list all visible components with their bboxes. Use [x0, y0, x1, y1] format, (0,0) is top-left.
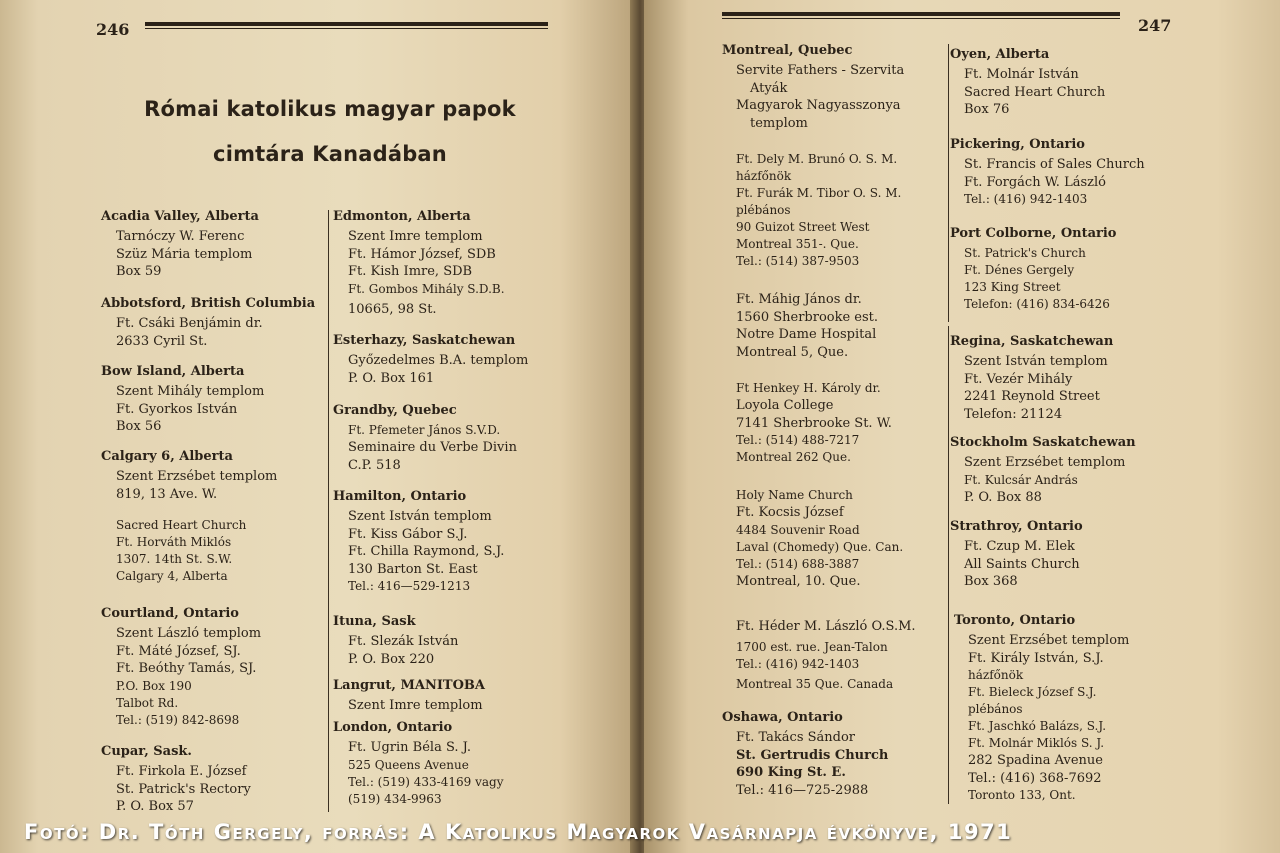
entry-line: Ft Henkey H. Károly dr. — [736, 381, 881, 395]
entry-line: Ft. Czup M. Elek — [964, 539, 1075, 554]
entry-line: Tel.: (514) 488-7217 — [736, 433, 860, 447]
entry-line: Sacred Heart Church — [964, 84, 1106, 100]
entry-line: Ft. Molnár Miklós S. J. — [968, 736, 1105, 750]
entry-line: Box 56 — [116, 419, 162, 434]
entry-line: Szent Imre templom — [348, 229, 483, 244]
city-heading: Acadia Valley, Alberta — [101, 209, 259, 224]
left-page — [0, 0, 636, 853]
entry-line: 90 Guizot Street West — [736, 220, 870, 234]
entry-line: P.O. Box 190 — [116, 678, 192, 693]
entry-line: 10665, 98 St. — [348, 301, 437, 317]
entry-line: házfőnök — [968, 668, 1024, 682]
directory-entry — [722, 618, 952, 693]
entry-line: C.P. 518 — [348, 457, 401, 473]
entry-line: Ft. Vezér Mihály — [964, 371, 1073, 387]
page-title-line2: cimtára Kanadában — [213, 142, 447, 166]
directory-entry — [333, 209, 563, 318]
entry-line: Ft. Forgách W. László — [964, 174, 1106, 190]
entry-line: 2633 Cyril St. — [116, 333, 208, 349]
entry-line: 4484 Souvenir Road — [736, 522, 860, 537]
entry-line: Ft. Slezák István — [348, 634, 459, 649]
directory-entry — [722, 380, 952, 466]
entry-line: Szent Imre templom — [348, 698, 483, 713]
entry-line: Szent Erzsébet templom — [116, 469, 278, 484]
entry-line: Ft. Héder M. László O.S.M. — [736, 619, 916, 634]
entry-line: Laval (Chomedy) Que. Can. — [736, 539, 904, 554]
entry-line: Montreal 5, Que. — [736, 344, 849, 360]
city-heading: Grandby, Quebec — [333, 403, 457, 418]
entry-line: St. Gertrudis Church — [736, 747, 889, 763]
entry-line: Ft. Takács Sándor — [736, 730, 856, 745]
entry-line: Ft. Molnár István — [964, 67, 1079, 82]
entry-line: 1700 est. rue. Jean-Talon — [736, 639, 888, 654]
city-heading: London, Ontario — [333, 720, 453, 735]
right-page — [644, 0, 1280, 853]
entry-line: Szent István templom — [348, 509, 492, 524]
entry-line: Sacred Heart Church — [116, 518, 247, 532]
page-number-right: 247 — [1138, 16, 1172, 35]
directory-entry — [722, 43, 952, 132]
entry-line: Montreal 35 Que. Canada — [736, 676, 894, 691]
city-heading: Oyen, Alberta — [950, 47, 1050, 62]
entry-line: Ft. Máté József, SJ. — [116, 643, 241, 659]
entry-line: 130 Barton St. East — [348, 561, 478, 577]
entry-line: 1560 Sherbrooke est. — [736, 309, 879, 325]
entry-line: Box 59 — [116, 264, 162, 279]
directory-entry — [333, 403, 563, 474]
entry-line: Montreal, 10. Que. — [736, 573, 861, 589]
entry-line: templom — [750, 115, 808, 131]
entry-line: Tel.: (519) 842-8698 — [116, 712, 240, 727]
directory-entry — [333, 678, 563, 715]
entry-line: Loyola College — [736, 398, 834, 413]
entry-line: Telefon: 21124 — [964, 406, 1063, 422]
entry-line: Ft. Ugrin Béla S. J. — [348, 740, 471, 755]
entry-line: Holy Name Church — [736, 488, 853, 502]
entry-line: Ft. Gombos Mihály S.D.B. — [348, 281, 505, 296]
photo-credit-caption: Fotó: Dr. Tóth Gergely, forrás: A Katolikus Magyarok Vasárnapja évkönyve, 1971 — [24, 820, 1013, 844]
entry-line: All Saints Church — [964, 556, 1080, 572]
entry-line: Servite Fathers - Szervita — [736, 63, 905, 78]
entry-line: Tel.: 416—725-2988 — [736, 782, 869, 798]
directory-entry — [722, 291, 952, 361]
entry-line: Ft. Bieleck József S.J. — [968, 685, 1097, 699]
city-heading: Langrut, MANITOBA — [333, 678, 485, 693]
entry-line: Ft. Dely M. Brunó O. S. M. — [736, 152, 898, 166]
city-heading: Bow Island, Alberta — [101, 364, 245, 379]
city-heading: Strathroy, Ontario — [950, 519, 1083, 534]
directory-entry — [101, 606, 331, 729]
entry-line: St. Patrick's Rectory — [116, 781, 251, 797]
city-heading: Cupar, Sask. — [101, 744, 192, 759]
entry-line: Box 76 — [964, 102, 1010, 117]
entry-line: Tarnóczy W. Ferenc — [116, 229, 245, 244]
header-rule-right — [722, 12, 1120, 19]
directory-entry — [101, 449, 331, 585]
entry-line: Calgary 4, Alberta — [116, 569, 228, 583]
city-heading: Stockholm Saskatchewan — [950, 435, 1136, 450]
entry-line: Montreal 351-. Que. — [736, 237, 859, 251]
directory-entry — [950, 137, 1180, 208]
directory-entry — [722, 151, 952, 270]
entry-line: Ft. Csáki Benjámin dr. — [116, 316, 263, 331]
directory-entry — [333, 333, 563, 387]
entry-line: St. Francis of Sales Church — [964, 157, 1145, 172]
entry-line: Ft. Máhig János dr. — [736, 292, 862, 307]
city-heading: Port Colborne, Ontario — [950, 226, 1117, 241]
directory-entry — [722, 487, 952, 590]
directory-entry — [950, 435, 1180, 506]
entry-line: P. O. Box 57 — [116, 799, 194, 814]
city-heading: Abbotsford, British Columbia — [101, 296, 316, 311]
city-heading: Montreal, Quebec — [722, 43, 853, 58]
entry-line: Ft. Furák M. Tibor O. S. M. — [736, 186, 902, 200]
directory-entry — [333, 614, 563, 668]
entry-line: P. O. Box 220 — [348, 651, 435, 667]
entry-line: Ft. Chilla Raymond, S.J. — [348, 544, 505, 559]
entry-line: Ft. Kish Imre, SDB — [348, 264, 473, 279]
entry-line: 282 Spadina Avenue — [968, 753, 1103, 768]
entry-line: (519) 434-9963 — [348, 791, 442, 806]
directory-entry — [101, 296, 331, 350]
directory-entry — [333, 720, 563, 808]
page-number-left: 246 — [96, 20, 130, 39]
directory-entry — [950, 226, 1180, 313]
city-heading: Edmonton, Alberta — [333, 209, 471, 224]
entry-line: Szent Erzsébet templom — [968, 633, 1130, 648]
entry-line: Szent Erzsébet templom — [964, 455, 1126, 470]
city-heading: Hamilton, Ontario — [333, 489, 467, 504]
entry-line: 819, 13 Ave. W. — [116, 486, 218, 502]
entry-line: Ft. Gyorkos István — [116, 401, 238, 417]
entry-line: Tel.: (416) 942-1403 — [964, 192, 1088, 206]
entry-line: Tel.: (514) 688-3887 — [736, 556, 860, 571]
city-heading: Calgary 6, Alberta — [101, 449, 233, 464]
entry-line: 123 King Street — [964, 280, 1061, 294]
entry-line: 2241 Reynold Street — [964, 389, 1100, 404]
entry-line: Szüz Mária templom — [116, 246, 253, 262]
entry-line: 7141 Sherbrooke St. W. — [736, 415, 892, 431]
entry-line: Ft. Beóthy Tamás, SJ. — [116, 661, 257, 676]
directory-entry — [950, 519, 1180, 591]
entry-line: plébános — [968, 702, 1023, 716]
entry-line: St. Patrick's Church — [964, 246, 1086, 260]
directory-entry — [101, 364, 331, 436]
entry-line: Atyák — [750, 80, 788, 96]
entry-line: Ft. Király István, S.J. — [968, 650, 1104, 666]
entry-line: Tel.: (519) 433-4169 vagy — [348, 774, 504, 789]
entry-line: Ft. Kiss Gábor S.J. — [348, 526, 468, 542]
entry-line: Tel.: (416) 368-7692 — [968, 770, 1102, 786]
entry-line: Szent Mihály templom — [116, 384, 265, 399]
entry-line: P. O. Box 161 — [348, 370, 435, 386]
entry-line: Győzedelmes B.A. templom — [348, 353, 529, 368]
directory-entry — [101, 744, 331, 816]
entry-line: Montreal 262 Que. — [736, 450, 851, 464]
entry-line: Ft. Firkola E. József — [116, 764, 247, 779]
entry-line: házfőnök — [736, 169, 792, 183]
directory-entry — [333, 489, 563, 595]
header-rule-left — [145, 22, 548, 29]
entry-line: Tel.: (416) 942-1403 — [736, 656, 860, 671]
entry-line: Szent László templom — [116, 626, 262, 641]
entry-line: 1307. 14th St. S.W. — [116, 552, 233, 566]
directory-entry — [722, 710, 952, 799]
city-heading: Oshawa, Ontario — [722, 710, 843, 725]
city-heading: Courtland, Ontario — [101, 606, 239, 621]
entry-line: Szent István templom — [964, 354, 1108, 369]
entry-line: Tel.: (514) 387-9503 — [736, 254, 860, 268]
entry-line: Talbot Rd. — [116, 695, 179, 710]
entry-line: Notre Dame Hospital — [736, 327, 877, 342]
entry-line: Magyarok Nagyasszonya — [736, 98, 901, 113]
entry-line: P. O. Box 88 — [964, 489, 1042, 505]
directory-entry — [954, 613, 1184, 804]
entry-line: plébános — [736, 203, 791, 217]
directory-entry — [950, 334, 1180, 423]
city-heading: Esterhazy, Saskatchewan — [333, 333, 516, 348]
entry-line: Ft. Hámor József, SDB — [348, 246, 496, 262]
entry-line: Box 368 — [964, 574, 1018, 589]
entry-line: Ft. Pfemeter János S.V.D. — [348, 423, 501, 437]
city-heading: Toronto, Ontario — [954, 613, 1076, 628]
city-heading: Ituna, Sask — [333, 614, 416, 629]
city-heading: Pickering, Ontario — [950, 137, 1085, 152]
directory-entry — [950, 47, 1180, 119]
entry-line: Ft. Jaschkó Balázs, S.J. — [968, 719, 1107, 733]
page-title-line1: Római katolikus magyar papok — [144, 97, 516, 121]
directory-entry — [101, 209, 331, 281]
entry-line: Ft. Kulcsár András — [964, 472, 1078, 487]
entry-line: Toronto 133, Ont. — [968, 788, 1076, 802]
entry-line: Ft. Dénes Gergely — [964, 263, 1075, 277]
entry-line: Tel.: 416—529-1213 — [348, 579, 471, 593]
entry-line: Seminaire du Verbe Divin — [348, 440, 517, 455]
entry-line: Ft. Kocsis József — [736, 505, 844, 520]
entry-line: Ft. Horváth Miklós — [116, 535, 232, 549]
entry-line: 690 King St. E. — [736, 765, 846, 780]
entry-line: 525 Queens Avenue — [348, 757, 469, 772]
city-heading: Regina, Saskatchewan — [950, 334, 1114, 349]
entry-line: Telefon: (416) 834-6426 — [964, 297, 1110, 311]
